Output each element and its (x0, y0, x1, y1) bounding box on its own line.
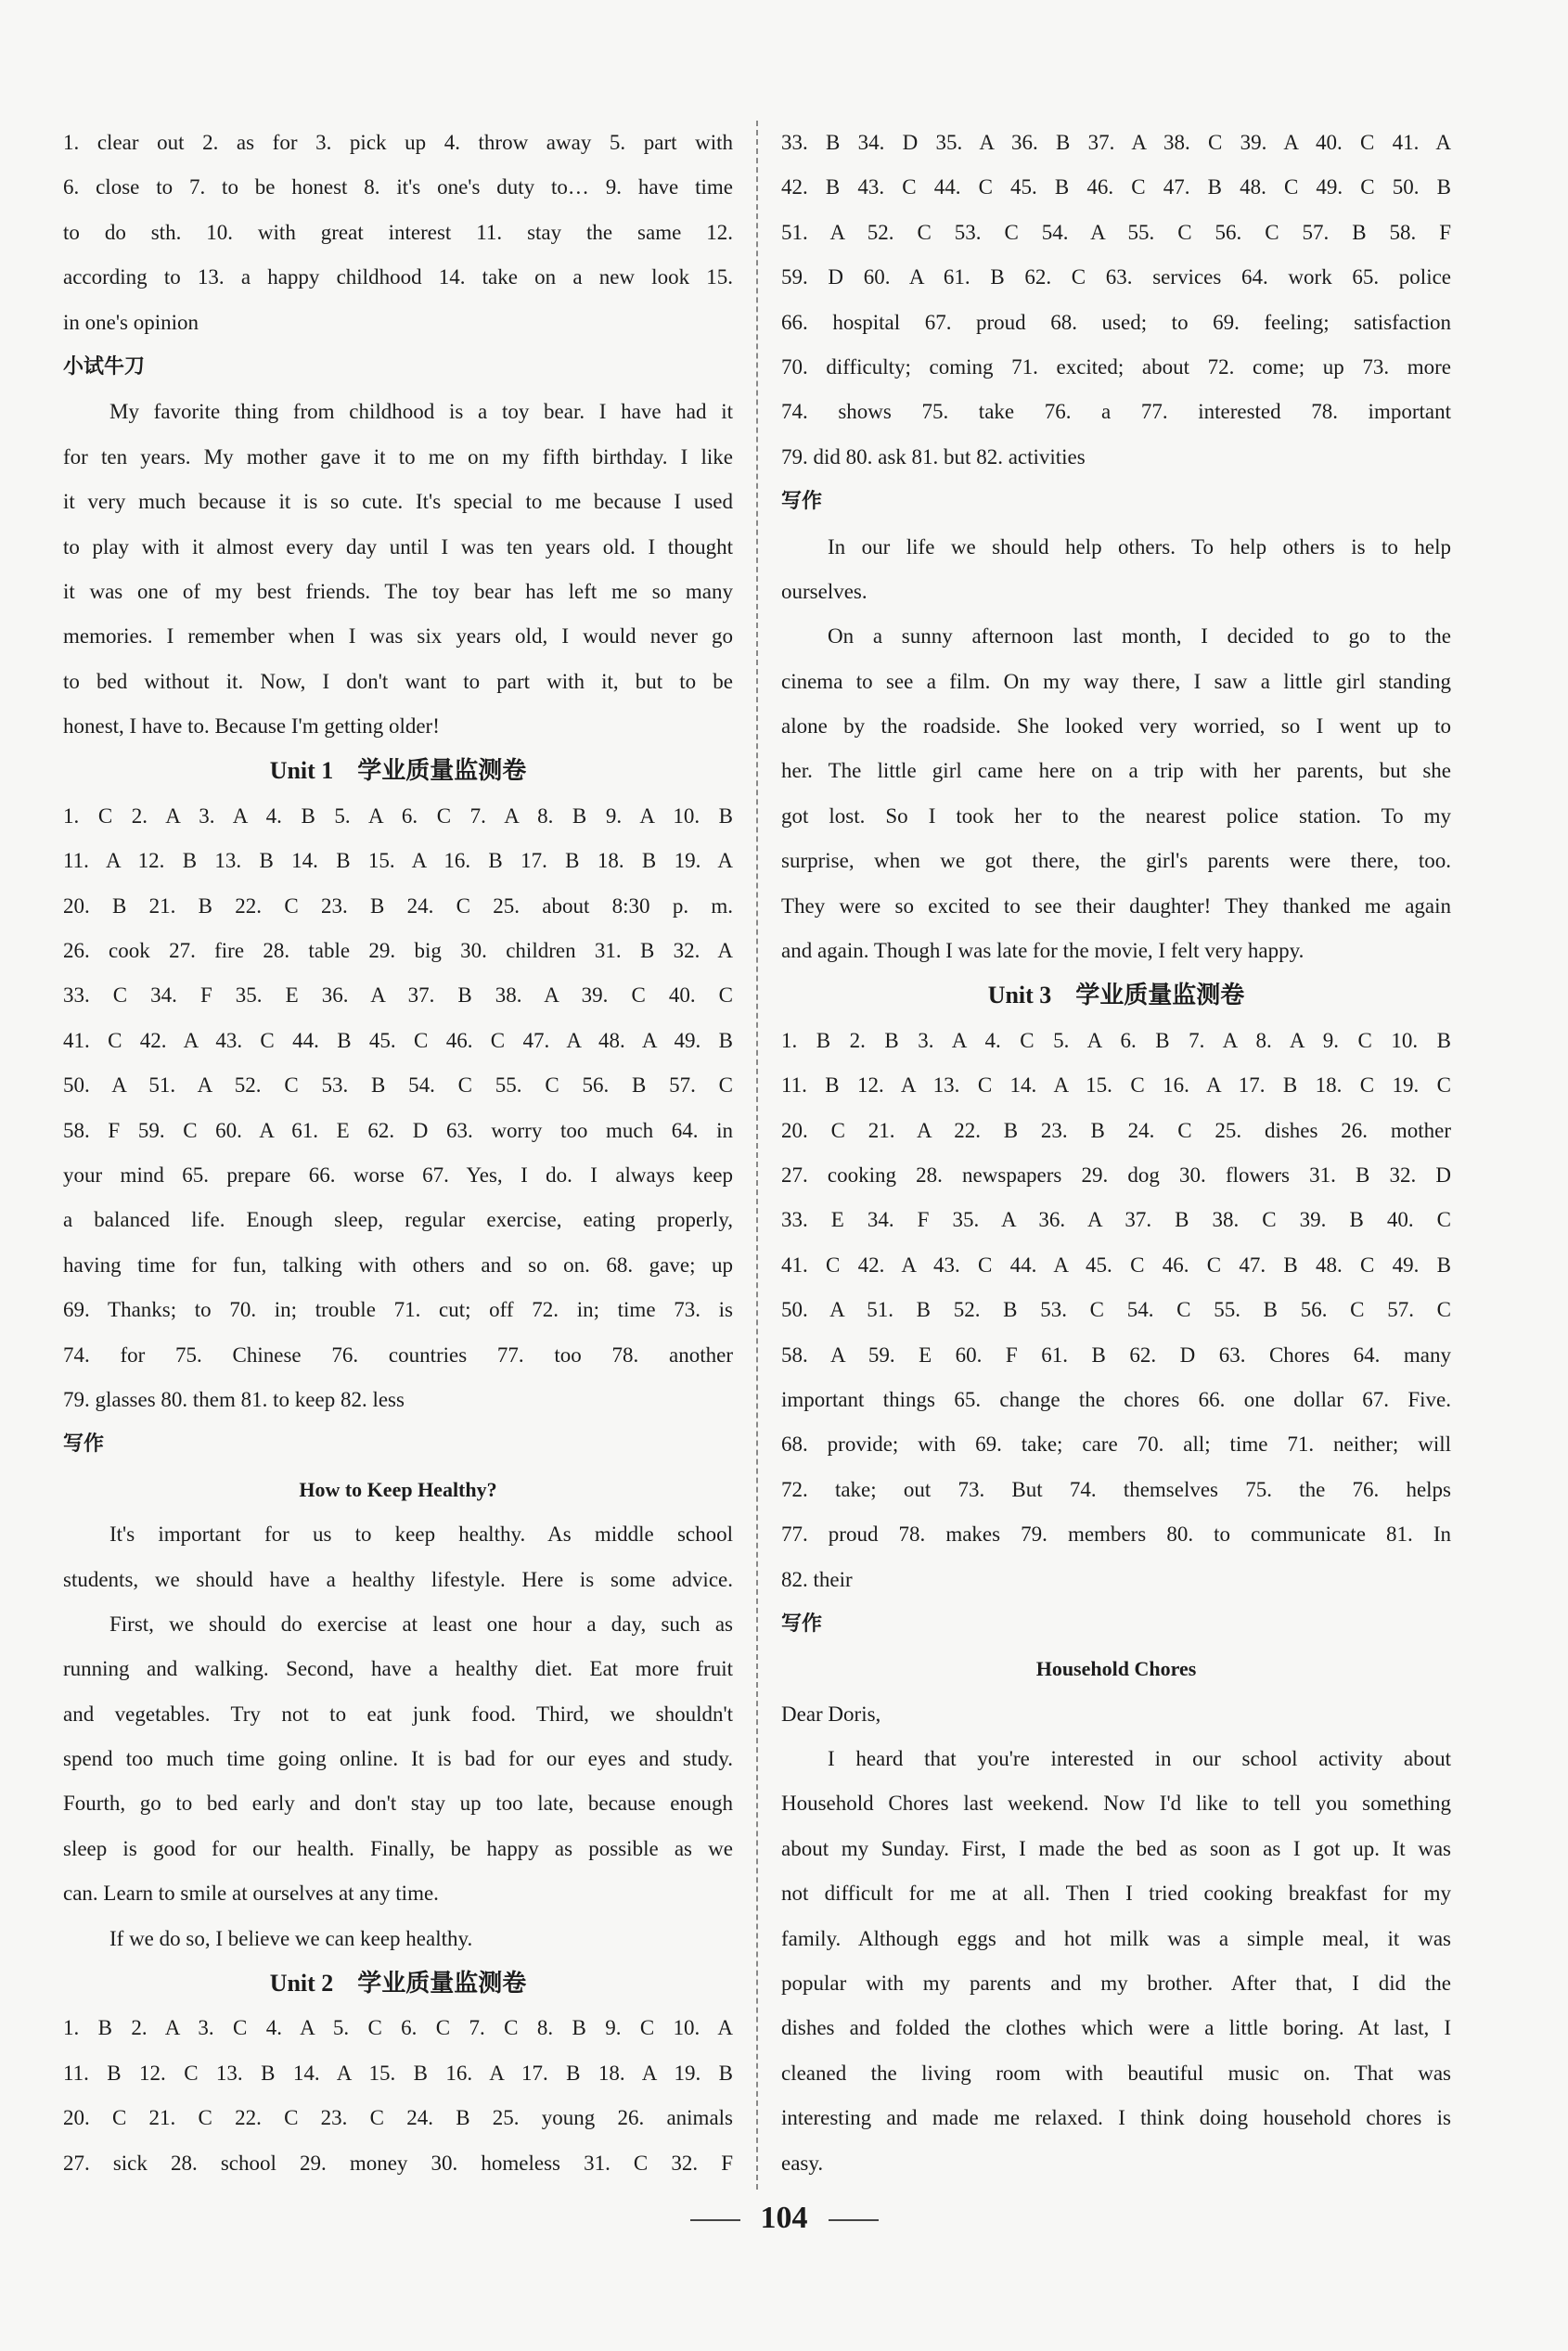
text-line: cleaned the living room with beautiful music on. That was (781, 2061, 1451, 2085)
essay-title: How to Keep Healthy? (299, 1477, 497, 1501)
text-line: got lost. So I took her to the nearest police station. To my (781, 803, 1451, 828)
text-line: 20. B 21. B 22. C 23. B 24. C 25. about 8:30 p. m. (63, 893, 733, 918)
text-line: 1. B 2. B 3. A 4. C 5. A 6. B 7. A 8. A 9. C 10. B (781, 1028, 1451, 1052)
text-line: 11. A 12. B 13. B 14. B 15. A 16. B 17. B 18. B 19. A (63, 849, 733, 873)
text-line: 68. provide; with 69. take; care 70. all; time 71. neither; will (781, 1432, 1451, 1457)
text-line: 79. did 80. ask 81. but 82. activities (781, 444, 1086, 469)
text-line: 58. A 59. E 60. F 61. B 62. D 63. Chores 64. many (781, 1343, 1451, 1367)
text-line: ourselves. (781, 579, 868, 603)
text-line: students, we should have a healthy lifestyle. Here is some advice. (63, 1567, 733, 1591)
text-line: 72. take; out 73. But 74. themselves 75. the 76. helps (781, 1477, 1451, 1501)
text-line: running and walking. Second, have a healthy diet. Eat more fruit (63, 1657, 733, 1681)
paragraph-start-line: It's important for us to keep healthy. As middle school (109, 1522, 733, 1547)
text-line: sleep is good for our health. Finally, be happy as possible as we (63, 1836, 733, 1860)
text-line: 41. C 42. A 43. C 44. A 45. C 46. C 47. B 48. C 49. B (781, 1253, 1451, 1277)
text-line: 42. B 43. C 44. C 45. B 46. C 47. B 48. C 49. C 50. B (781, 175, 1451, 199)
text-line: 26. cook 27. fire 28. table 29. big 30. children 31. B 32. A (63, 939, 733, 963)
text-line: according to 13. a happy childhood 14. take on a new look 15. (63, 265, 733, 289)
text-line: dishes and folded the clothes which were a little boring. At last, I (781, 2016, 1451, 2040)
text-line: honest, I have to. Because I'm getting older! (63, 714, 440, 739)
text-line: 27. cooking 28. newspapers 29. dog 30. flowers 31. B 32. D (781, 1163, 1451, 1187)
text-line: to do sth. 10. with great interest 11. stay the same 12. (63, 220, 733, 244)
text-line: 27. sick 28. school 29. money 30. homeless 31. C 32. F (63, 2151, 733, 2175)
text-line: your mind 65. prepare 66. worse 67. Yes, I do. I always keep (63, 1163, 733, 1187)
text-line: 59. D 60. A 61. B 62. C 63. services 64. work 65. police (781, 265, 1451, 289)
page-number-left-dash (690, 2219, 740, 2221)
text-line: 74. shows 75. take 76. a 77. interested 78. important (781, 400, 1451, 424)
text-line: 50. A 51. A 52. C 53. B 54. C 55. C 56. B 57. C (63, 1073, 733, 1098)
page-number (0, 2201, 1568, 2236)
text-line: a balanced life. Enough sleep, regular exercise, eating properly, (63, 1208, 733, 1232)
text-line: 50. A 51. B 52. B 53. C 54. C 55. B 56. C 57. C (781, 1298, 1451, 1322)
paragraph-start-line: First, we should do exercise at least one hour a day, such as (109, 1612, 733, 1636)
paragraph-start-line: I heard that you're interested in our school activity about (828, 1747, 1451, 1771)
text-line: and again. Though I was late for the movie, I felt very happy. (781, 939, 1305, 963)
text-line: and vegetables. Try not to eat junk food. Third, we shouldn't (63, 1702, 733, 1726)
paragraph-start-line: My favorite thing from childhood is a toy bear. I have had it (109, 400, 733, 424)
text-line: spend too much time going online. It is bad for our eyes and study. (63, 1747, 733, 1771)
text-line: not difficult for me at all. Then I tried cooking breakfast for my (781, 1882, 1451, 1906)
text-line: 74. for 75. Chinese 76. countries 77. too 78. another (63, 1343, 733, 1367)
text-line: 79. glasses 80. them 81. to keep 82. less (63, 1387, 405, 1411)
text-line: memories. I remember when I was six years old, I would never go (63, 624, 733, 649)
text-line: 33. B 34. D 35. A 36. B 37. A 38. C 39. A 40. C 41. A (781, 131, 1451, 154)
text-line: 51. A 52. C 53. C 54. A 55. C 56. C 57. B 58. F (781, 220, 1451, 244)
paragraph-start-line: In our life we should help others. To help others is to help (828, 534, 1451, 559)
text-line: alone by the roadside. She looked very worried, so I went up to (781, 714, 1451, 739)
page-number-right-dash (829, 2219, 879, 2221)
text-line: 70. difficulty; coming 71. excited; about 72. come; up 73. more (781, 354, 1451, 379)
section-heading: 写作 (781, 1612, 823, 1636)
column-divider (756, 121, 758, 2190)
text-line: 66. hospital 67. proud 68. used; to 69. feeling; satisfaction (781, 310, 1451, 334)
text-line: 1. B 2. A 3. C 4. A 5. C 6. C 7. C 8. B 9. C 10. A (63, 2016, 733, 2040)
text-line: it very much because it is so cute. It's special to me because I used (63, 490, 733, 514)
text-line: 69. Thanks; to 70. in; trouble 71. cut; off 72. in; time 73. is (63, 1298, 733, 1322)
text-line: family. Although eggs and hot milk was a simple meal, it was (781, 1926, 1451, 1950)
text-line: 33. E 34. F 35. A 36. A 37. B 38. C 39. B 40. C (781, 1208, 1451, 1232)
left-column (63, 121, 733, 2186)
text-line: to bed without it. Now, I don't want to part with it, but to be (63, 669, 733, 693)
section-heading: 写作 (63, 1432, 105, 1457)
text-line: 77. proud 78. makes 79. members 80. to communicate 81. In (781, 1522, 1451, 1547)
text-line: important things 65. change the chores 66. one dollar 67. Five. (781, 1387, 1451, 1411)
text-line: it was one of my best friends. The toy bear has left me so many (63, 579, 733, 603)
right-column (781, 121, 1451, 2186)
text-line: 11. B 12. A 13. C 14. A 15. C 16. A 17. B 18. C 19. C (781, 1073, 1451, 1098)
text-line: can. Learn to smile at ourselves at any time. (63, 1882, 439, 1906)
text-line: 58. F 59. C 60. A 61. E 62. D 63. worry too much 64. in (63, 1118, 733, 1142)
text-line: 33. C 34. F 35. E 36. A 37. B 38. A 39. C 40. C (63, 983, 733, 1008)
text-line: 82. their (781, 1567, 853, 1591)
text-line: Household Chores last weekend. Now I'd like to tell you something (781, 1792, 1451, 1816)
text-line: 6. close to 7. to be honest 8. it's one's duty to… 9. have time (63, 175, 733, 199)
text-line: 11. B 12. C 13. B 14. A 15. B 16. A 17. B 18. A 19. B (63, 2061, 733, 2085)
unit-title: Unit 2 学业质量监测卷 (269, 1970, 527, 1998)
text-line: 1. clear out 2. as for 3. pick up 4. throw away 5. part with (63, 131, 733, 154)
text-line: for ten years. My mother gave it to me on my fifth birthday. I like (63, 444, 733, 469)
unit-title: Unit 3 学业质量监测卷 (987, 982, 1245, 1009)
text-line: having time for fun, talking with others and so on. 68. gave; up (63, 1253, 733, 1277)
text-line: Dear Doris, (781, 1702, 881, 1726)
text-line: 20. C 21. C 22. C 23. C 24. B 25. young 26. animals (63, 2106, 733, 2130)
text-line: easy. (781, 2151, 824, 2175)
text-line: her. The little girl came here on a trip with her parents, but she (781, 759, 1451, 783)
text-line: They were so excited to see their daughter! They thanked me again (781, 893, 1451, 918)
text-line: 41. C 42. A 43. C 44. B 45. C 46. C 47. A 48. A 49. B (63, 1028, 733, 1052)
section-heading: 小试牛刀 (63, 354, 146, 379)
page-number-text: 104 (760, 2201, 808, 2235)
text-line: Fourth, go to bed early and don't stay up too late, because enough (63, 1792, 733, 1816)
text-line: popular with my parents and my brother. After that, I did the (781, 1972, 1451, 1996)
text-line: in one's opinion (63, 310, 199, 334)
text-line: interesting and made me relaxed. I think doing household chores is (781, 2106, 1451, 2130)
text-line: about my Sunday. First, I made the bed as soon as I got up. It was (781, 1836, 1451, 1860)
text-line: cinema to see a film. On my way there, I saw a little girl standing (781, 669, 1451, 693)
text-line: to play with it almost every day until I was ten years old. I thought (63, 534, 733, 559)
essay-title: Household Chores (1035, 1657, 1197, 1681)
paragraph-start-line: If we do so, I believe we can keep healthy. (109, 1926, 473, 1950)
unit-title: Unit 1 学业质量监测卷 (269, 757, 527, 785)
section-heading: 写作 (781, 490, 823, 514)
text-line: surprise, when we got there, the girl's parents were there, too. (781, 849, 1451, 873)
text-line: 20. C 21. A 22. B 23. B 24. C 25. dishes 26. mother (781, 1118, 1451, 1142)
text-line: 1. C 2. A 3. A 4. B 5. A 6. C 7. A 8. B 9. A 10. B (63, 803, 733, 828)
paragraph-start-line: On a sunny afternoon last month, I decided to go to the (828, 624, 1451, 649)
